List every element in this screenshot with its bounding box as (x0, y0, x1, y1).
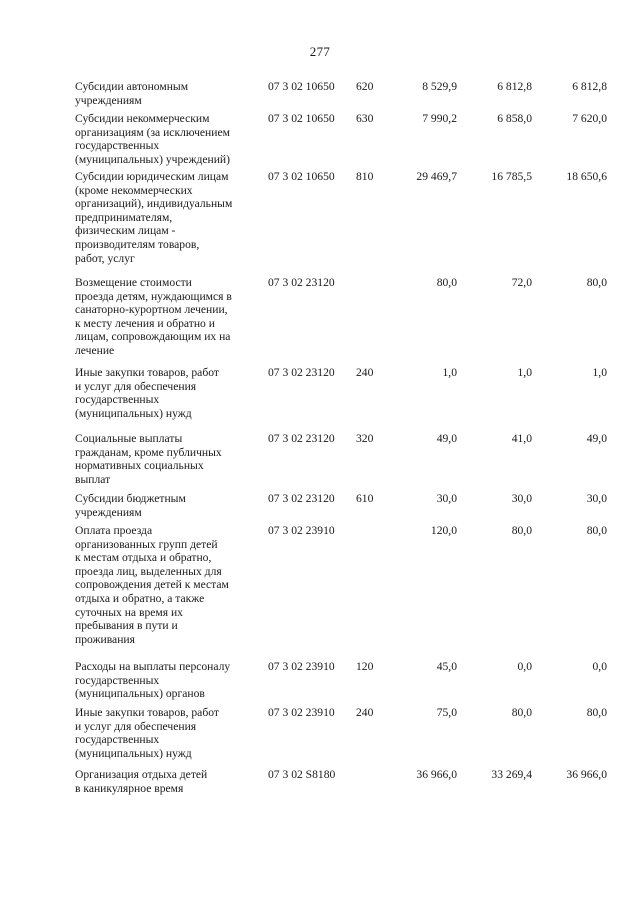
row-name: Расходы на выплаты персоналу государственных (муниципальных) органов (75, 660, 231, 701)
row-value-1: 29 469,7 (416, 170, 457, 183)
row-expense-kind: 240 (356, 366, 374, 379)
row-value-3: 49,0 (586, 432, 607, 445)
table-row (0, 80, 640, 110)
row-name: Субсидии бюджетным учреждениям (75, 492, 186, 519)
row-expense-kind: 120 (356, 660, 374, 673)
row-value-2: 33 269,4 (491, 768, 532, 781)
row-value-2: 6 858,0 (497, 112, 532, 125)
table-row (0, 276, 640, 364)
row-name: Иные закупки товаров, работ и услуг для обеспечения государственных (муниципальных) нужд (75, 706, 219, 760)
row-value-2: 1,0 (517, 366, 532, 379)
table-row (0, 768, 640, 798)
table-row (0, 432, 640, 490)
table-row (0, 170, 640, 274)
row-value-3: 18 650,6 (566, 170, 607, 183)
row-value-2: 41,0 (511, 432, 532, 445)
row-value-1: 49,0 (436, 432, 457, 445)
row-value-1: 30,0 (436, 492, 457, 505)
row-name: Субсидии автономным учреждениям (75, 80, 189, 107)
row-value-3: 6 812,8 (572, 80, 607, 93)
row-code: 07 3 02 23120 (268, 366, 335, 379)
row-value-3: 1,0 (592, 366, 607, 379)
row-value-3: 80,0 (586, 276, 607, 289)
row-name: Субсидии юридическим лицам (кроме некоммерческих организаций), индивидуальным предпринимателям, физическим лицам - производителям товаров, работ, услуг (75, 170, 233, 265)
table-row (0, 492, 640, 522)
row-expense-kind: 320 (356, 432, 374, 445)
row-code: 07 3 02 10650 (268, 112, 335, 125)
row-value-1: 1,0 (442, 366, 457, 379)
row-code: 07 3 02 S8180 (268, 768, 336, 781)
table-row (0, 706, 640, 766)
row-value-1: 7 990,2 (422, 112, 457, 125)
row-expense-kind: 620 (356, 80, 374, 93)
row-name: Возмещение стоимости проезда детям, нуждающимся в санаторно-курортном лечении, к месту лечения и обратно и лицам, сопровождающим их на лечение (75, 276, 232, 357)
row-value-2: 16 785,5 (491, 170, 532, 183)
table-row (0, 660, 640, 704)
row-expense-kind: 610 (356, 492, 374, 505)
row-value-3: 36 966,0 (566, 768, 607, 781)
row-code: 07 3 02 23910 (268, 524, 335, 537)
row-value-3: 80,0 (586, 706, 607, 719)
row-name: Субсидии некоммерческим организациям (за исключением государственных (муниципальных) учреждений) (75, 112, 230, 166)
row-expense-kind: 810 (356, 170, 374, 183)
row-value-3: 30,0 (586, 492, 607, 505)
row-name: Социальные выплаты гражданам, кроме публичных нормативных социальных выплат (75, 432, 222, 486)
row-value-1: 120,0 (430, 524, 457, 537)
row-name: Иные закупки товаров, работ и услуг для обеспечения государственных (муниципальных) нужд (75, 366, 219, 420)
row-value-2: 80,0 (511, 706, 532, 719)
row-code: 07 3 02 23120 (268, 492, 335, 505)
row-value-3: 7 620,0 (572, 112, 607, 125)
row-code: 07 3 02 10650 (268, 80, 335, 93)
row-name: Организация отдыха детей в каникулярное время (75, 768, 208, 795)
budget-table (0, 80, 640, 798)
table-row (0, 524, 640, 658)
row-value-1: 8 529,9 (422, 80, 457, 93)
row-value-1: 75,0 (436, 706, 457, 719)
row-value-1: 36 966,0 (416, 768, 457, 781)
page-number: 277 (309, 44, 331, 59)
table-row (0, 112, 640, 168)
row-value-2: 6 812,8 (497, 80, 532, 93)
row-value-2: 30,0 (511, 492, 532, 505)
row-value-1: 45,0 (436, 660, 457, 673)
row-code: 07 3 02 23910 (268, 660, 335, 673)
row-value-2: 72,0 (511, 276, 532, 289)
row-expense-kind: 630 (356, 112, 374, 125)
row-code: 07 3 02 10650 (268, 170, 335, 183)
row-value-1: 80,0 (436, 276, 457, 289)
row-value-2: 80,0 (511, 524, 532, 537)
row-code: 07 3 02 23120 (268, 276, 335, 289)
row-value-2: 0,0 (517, 660, 532, 673)
row-value-3: 0,0 (592, 660, 607, 673)
row-code: 07 3 02 23910 (268, 706, 335, 719)
row-value-3: 80,0 (586, 524, 607, 537)
row-name: Оплата проезда организованных групп детей к местам отдыха и обратно, проезда лиц, выделенных для сопровождения детей к местам отдыха и обратно, а также суточных на время их пребывания в пути и проживания (75, 524, 229, 646)
row-code: 07 3 02 23120 (268, 432, 335, 445)
table-row (0, 366, 640, 430)
row-expense-kind: 240 (356, 706, 374, 719)
